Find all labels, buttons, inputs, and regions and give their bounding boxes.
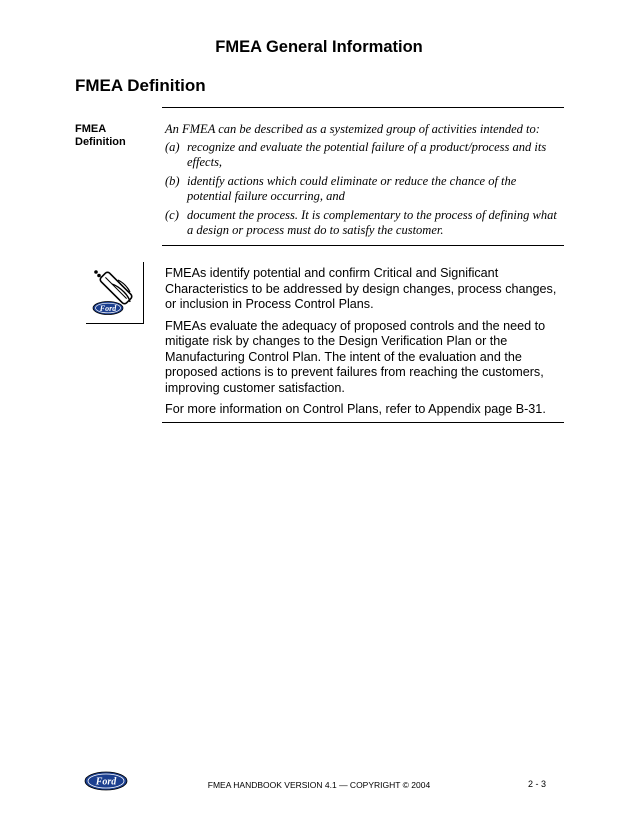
- body-paragraph: FMEAs evaluate the adequacy of proposed controls and the need to mitigate risk by changes to the Design Verification Plan or the Manufacturing Control Plan. The intent of the evaluation and the proposed actions is to prevent failures from reaching the customers, improving customer satisfaction.: [165, 318, 546, 395]
- bottom-divider: [162, 422, 564, 423]
- ford-note-icon: [86, 262, 144, 324]
- footer-copyright: FMEA HANDBOOK VERSION 4.1 — COPYRIGHT © 2004: [207, 780, 431, 790]
- definition-item: [165, 174, 560, 205]
- side-label: [75, 123, 145, 149]
- body-paragraph: FMEAs identify potential and confirm Critical and Significant Characteristics to be addressed by design changes, process changes, or inclusion in Process Control Plans.: [165, 266, 557, 311]
- item-text: identify actions which could eliminate or reduce the chance of the potential failure occurring, and: [187, 173, 517, 203]
- definition-item: [165, 208, 560, 239]
- definition-block: [165, 122, 560, 242]
- page-header-title: FMEA General Information: [215, 38, 423, 56]
- definition-intro: An FMEA can be described as a systemized group of activities intended to:: [165, 122, 540, 136]
- item-text: recognize and evaluate the potential failure of a product/process and its effects,: [187, 139, 547, 169]
- body-paragraph: For more information on Control Plans, refer to Appendix page B-31.: [165, 402, 546, 416]
- footer-logo-text: Ford: [95, 776, 117, 788]
- item-marker: (b): [165, 173, 180, 188]
- ford-logo-text: Ford: [99, 304, 117, 313]
- item-marker: (a): [165, 139, 180, 154]
- item-marker: (c): [165, 207, 179, 222]
- page-number: 2 - 3: [528, 779, 547, 789]
- middle-divider: [162, 245, 564, 246]
- section-title: FMEA Definition: [75, 76, 206, 95]
- top-divider: [162, 107, 564, 108]
- definition-item: [165, 140, 560, 171]
- item-text: document the process. It is complementary to the process of defining what a design or process must do to satisfy the customer.: [187, 207, 557, 237]
- side-label-line-2: Definition: [75, 136, 126, 148]
- body-text: [165, 266, 563, 424]
- side-label-line-1: FMEA: [75, 123, 107, 135]
